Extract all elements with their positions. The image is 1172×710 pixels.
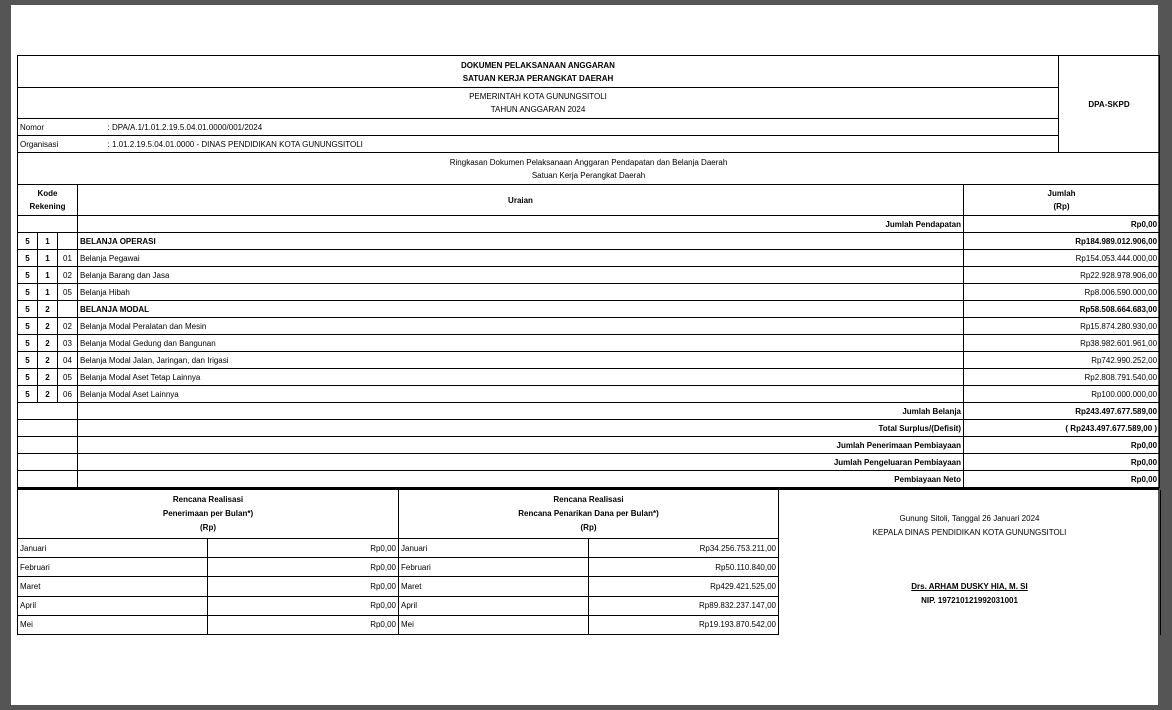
total-rows	[18, 403, 1160, 488]
kode-header-line-1: Kode	[37, 189, 58, 198]
jumlah: Rp2.808.791.540,00	[964, 369, 1160, 386]
penarikan-title-3: (Rp)	[580, 523, 597, 532]
dpa-document	[17, 55, 1159, 635]
penerimaan-row	[18, 596, 399, 615]
penerimaan-row	[18, 539, 399, 558]
penarikan-title-1: Rencana Realisasi	[553, 495, 624, 504]
total-value: ( Rp243.497.677.589,00 )	[964, 420, 1160, 437]
amount: Rp0,00	[208, 577, 399, 596]
penerimaan-title-3: (Rp)	[200, 523, 216, 532]
penarikan-row	[399, 577, 779, 596]
total-row	[18, 420, 1160, 437]
summary-row	[18, 318, 1160, 335]
uraian: Belanja Hibah	[78, 284, 964, 301]
bottom-section	[17, 488, 1159, 635]
jumlah: Rp22.928.978.906,00	[964, 267, 1160, 284]
summary-row	[18, 301, 1160, 318]
penarikan-rows	[399, 539, 779, 635]
uraian-header: Uraian	[78, 185, 964, 216]
kode-3: 02	[58, 318, 78, 335]
total-row	[18, 437, 1160, 454]
empty-cell	[18, 437, 78, 454]
month: Mei	[399, 615, 589, 634]
kode-1: 5	[18, 233, 38, 250]
jumlah-header-line-2: (Rp)	[1053, 202, 1070, 211]
summary-title-line-1: Ringkasan Dokumen Pelaksanaan Anggaran Pendapatan dan Belanja Daerah	[449, 157, 728, 167]
amount: Rp0,00	[208, 539, 399, 558]
uraian: Belanja Modal Aset Tetap Lainnya	[78, 369, 964, 386]
total-label: Jumlah Penerimaan Pembiayaan	[78, 437, 964, 454]
kode-3: 03	[58, 335, 78, 352]
total-value: Rp0,00	[964, 471, 1160, 488]
uraian: Belanja Modal Gedung dan Bangunan	[78, 335, 964, 352]
summary-rows	[18, 233, 1160, 403]
kode-3: 01	[58, 250, 78, 267]
amount: Rp19.193.870.542,00	[589, 615, 779, 634]
pendapatan-label: Jumlah Pendapatan	[78, 216, 964, 233]
jumlah: Rp58.508.664.683,00	[964, 301, 1160, 318]
kode-header-line-2: Rekening	[29, 202, 66, 211]
total-value: Rp243.497.677.589,00	[964, 403, 1160, 420]
signature-block	[779, 490, 1161, 635]
jumlah: Rp154.053.444.000,00	[964, 250, 1160, 267]
pendapatan-value: Rp0,00	[964, 216, 1160, 233]
kode-2: 1	[38, 250, 58, 267]
kode-3	[58, 233, 78, 250]
signer-name: Drs. ARHAM DUSKY HIA, M. SI	[911, 582, 1028, 591]
penarikan-row	[399, 615, 779, 634]
amount: Rp50.110.840,00	[589, 558, 779, 577]
total-label: Pembiayaan Neto	[78, 471, 964, 488]
place-date: Gunung Sitoli, Tanggal 26 Januari 2024	[899, 514, 1040, 523]
penerimaan-title-1: Rencana Realisasi	[172, 495, 244, 504]
summary-row	[18, 233, 1160, 250]
jumlah-header	[964, 185, 1160, 216]
uraian: Belanja Modal Aset Lainnya	[78, 386, 964, 403]
summary-row	[18, 386, 1160, 403]
kode-3: 05	[58, 284, 78, 301]
total-row	[18, 403, 1160, 420]
total-value: Rp0,00	[964, 437, 1160, 454]
penerimaan-header	[18, 490, 399, 539]
signer-position: KEPALA DINAS PENDIDIKAN KOTA GUNUNGSITOLI	[872, 528, 1067, 537]
month: Mei	[18, 615, 208, 634]
penerimaan-row	[18, 615, 399, 634]
kode-3: 04	[58, 352, 78, 369]
kode-1: 5	[18, 250, 38, 267]
month: Februari	[18, 558, 208, 577]
penerimaan-table	[17, 490, 399, 635]
jumlah: Rp8.006.590.000,00	[964, 284, 1160, 301]
total-value: Rp0,00	[964, 454, 1160, 471]
summary-table	[17, 152, 1160, 488]
summary-title-line-2: Satuan Kerja Perangkat Daerah	[531, 170, 646, 180]
penarikan-row	[399, 596, 779, 615]
kode-2: 2	[38, 318, 58, 335]
total-label: Total Surplus/(Defisit)	[78, 420, 964, 437]
kode-rekening-header	[18, 185, 78, 216]
kode-3: 02	[58, 267, 78, 284]
kode-3: 05	[58, 369, 78, 386]
document-title	[18, 56, 1059, 88]
month: Februari	[399, 558, 589, 577]
nomor-label: Nomor	[18, 119, 106, 136]
empty-cell	[18, 420, 78, 437]
summary-row	[18, 335, 1160, 352]
kode-2: 2	[38, 352, 58, 369]
kode-2: 2	[38, 335, 58, 352]
month: April	[399, 596, 589, 615]
kode-1: 5	[18, 386, 38, 403]
uraian: BELANJA MODAL	[78, 301, 964, 318]
penerimaan-row	[18, 577, 399, 596]
uraian: Belanja Barang dan Jasa	[78, 267, 964, 284]
penarikan-title-2: Rencana Penarikan Dana per Bulan*)	[518, 509, 659, 518]
uraian: Belanja Pegawai	[78, 250, 964, 267]
empty-cell	[18, 471, 78, 488]
signer-nip: NIP. 197210121992031001	[921, 596, 1018, 605]
jumlah: Rp38.982.601.961,00	[964, 335, 1160, 352]
month: Januari	[18, 539, 208, 558]
jumlah: Rp742.990.252,00	[964, 352, 1160, 369]
month: Maret	[18, 577, 208, 596]
kode-1: 5	[18, 301, 38, 318]
penerimaan-row	[18, 558, 399, 577]
kode-2: 2	[38, 369, 58, 386]
summary-row	[18, 250, 1160, 267]
amount: Rp34.256.753.211,00	[589, 539, 779, 558]
amount: Rp89.832.237.147,00	[589, 596, 779, 615]
jumlah: Rp184.989.012.906,00	[964, 233, 1160, 250]
summary-row	[18, 284, 1160, 301]
government-title	[18, 88, 1059, 119]
kode-2: 1	[38, 284, 58, 301]
month: April	[18, 596, 208, 615]
jumlah-header-line-1: Jumlah	[1047, 189, 1076, 198]
total-label: Jumlah Pengeluaran Pembiayaan	[78, 454, 964, 471]
kode-1: 5	[18, 284, 38, 301]
empty-cell	[18, 403, 78, 420]
organisasi-label: Organisasi	[18, 136, 106, 153]
kode-3	[58, 301, 78, 318]
kode-3: 06	[58, 386, 78, 403]
pendapatan-row	[18, 216, 1160, 233]
amount: Rp0,00	[208, 615, 399, 634]
penarikan-header	[399, 490, 779, 539]
kode-1: 5	[18, 267, 38, 284]
uraian: Belanja Modal Peralatan dan Mesin	[78, 318, 964, 335]
month: Maret	[399, 577, 589, 596]
total-label: Jumlah Belanja	[78, 403, 964, 420]
kode-1: 5	[18, 352, 38, 369]
jumlah: Rp100.000.000,00	[964, 386, 1160, 403]
summary-row	[18, 267, 1160, 284]
doc-code: DPA-SKPD	[1059, 56, 1160, 153]
uraian: Belanja Modal Jalan, Jaringan, dan Irigasi	[78, 352, 964, 369]
organisasi-value: : 1.01.2.19.5.04.01.0000 - DINAS PENDIDIKAN KOTA GUNUNGSITOLI	[106, 136, 1059, 153]
amount: Rp429.421.525,00	[589, 577, 779, 596]
nomor-value: : DPA/A.1/1.01.2.19.5.04.01.0000/001/2024	[106, 119, 1059, 136]
penarikan-row	[399, 558, 779, 577]
gov-line-2: TAHUN ANGGARAN 2024	[490, 105, 586, 114]
penerimaan-title-2: Penerimaan per Bulan*)	[162, 509, 254, 518]
summary-title	[18, 153, 1160, 185]
title-line-1: DOKUMEN PELAKSANAAN ANGGARAN	[461, 60, 615, 70]
total-row	[18, 454, 1160, 471]
penarikan-row	[399, 539, 779, 558]
kode-1: 5	[18, 335, 38, 352]
penarikan-table	[398, 490, 779, 635]
kode-1: 5	[18, 318, 38, 335]
kode-2: 2	[38, 301, 58, 318]
gov-line-1: PEMERINTAH KOTA GUNUNGSITOLI	[469, 92, 607, 101]
month: Januari	[399, 539, 589, 558]
kode-1: 5	[18, 369, 38, 386]
jumlah: Rp15.874.280.930,00	[964, 318, 1160, 335]
title-line-2: SATUAN KERJA PERANGKAT DAERAH	[462, 73, 614, 83]
total-row	[18, 471, 1160, 488]
penerimaan-rows	[18, 539, 399, 635]
uraian: BELANJA OPERASI	[78, 233, 964, 250]
empty-cell	[18, 216, 78, 233]
header-table	[17, 55, 1160, 153]
summary-row	[18, 369, 1160, 386]
kode-2: 1	[38, 267, 58, 284]
summary-row	[18, 352, 1160, 369]
kode-2: 1	[38, 233, 58, 250]
amount: Rp0,00	[208, 596, 399, 615]
kode-2: 2	[38, 386, 58, 403]
empty-cell	[18, 454, 78, 471]
amount: Rp0,00	[208, 558, 399, 577]
